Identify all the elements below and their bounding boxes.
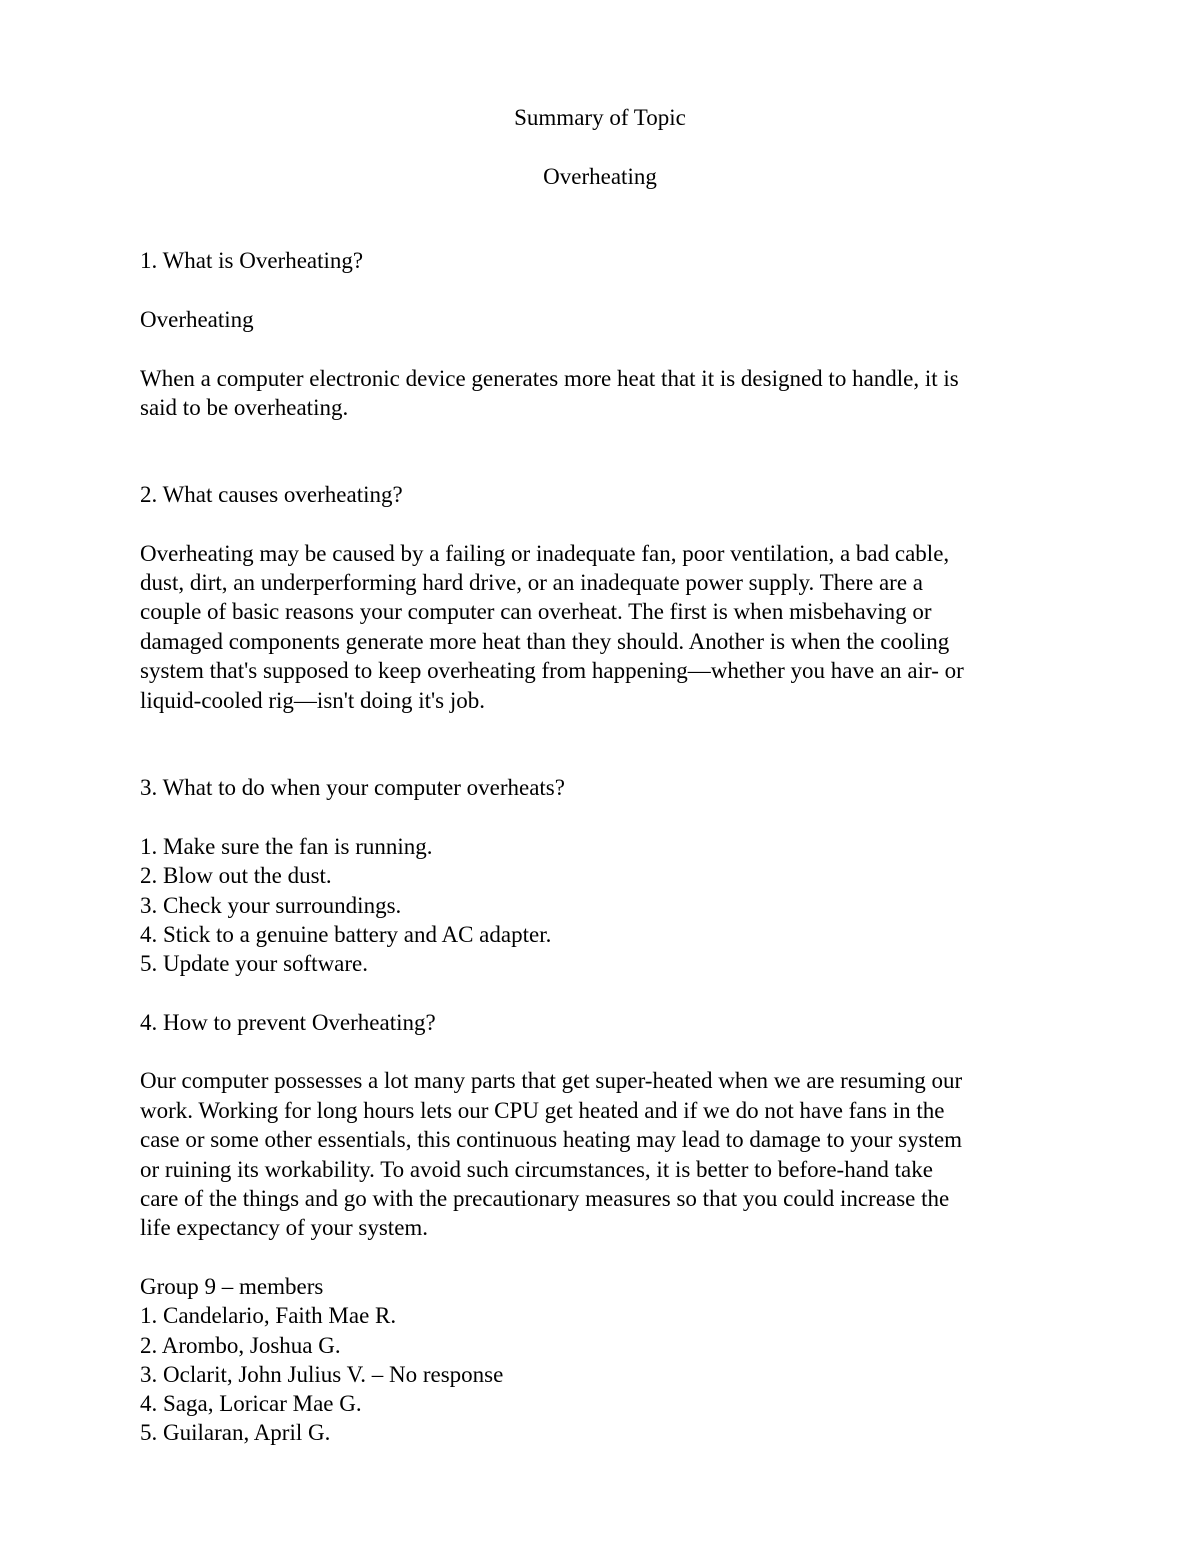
section-4-paragraph-line: or ruining its workability. To avoid such circumstances, it is better to before-hand take: [140, 1157, 933, 1182]
section-1-heading: 1. What is Overheating?: [140, 248, 364, 273]
section-3-list-item: 5. Update your software.: [140, 951, 369, 976]
section-3-list-item: 2. Blow out the dust.: [140, 863, 332, 888]
section-3-list-item: 4. Stick to a genuine battery and AC adapter.: [140, 922, 552, 947]
group-member: 4. Saga, Loricar Mae G.: [140, 1391, 362, 1416]
group-heading: Group 9 – members: [140, 1274, 324, 1299]
section-2-paragraph-line: liquid-cooled rig—isn't doing it's job.: [140, 688, 485, 713]
group-member: 1. Candelario, Faith Mae R.: [140, 1303, 397, 1328]
document-subtitle: Overheating: [543, 164, 657, 189]
document-title: Summary of Topic: [514, 105, 686, 130]
section-4-paragraph-line: Our computer possesses a lot many parts that get super-heated when we are resuming our: [140, 1068, 963, 1093]
section-1-paragraph-line: said to be overheating.: [140, 395, 349, 420]
section-4-paragraph-line: case or some other essentials, this continuous heating may lead to damage to your system: [140, 1127, 963, 1152]
section-2-heading: 2. What causes overheating?: [140, 482, 403, 507]
section-2-paragraph-line: couple of basic reasons your computer can overheat. The first is when misbehaving or: [140, 599, 932, 624]
section-4-paragraph-line: life expectancy of your system.: [140, 1215, 429, 1240]
section-2-paragraph-line: Overheating may be caused by a failing or inadequate fan, poor ventilation, a bad cable,: [140, 541, 950, 566]
section-3-list-item: 1. Make sure the fan is running.: [140, 834, 433, 859]
section-2-paragraph-line: system that's supposed to keep overheating from happening—whether you have an air- or: [140, 658, 964, 683]
section-4-paragraph-line: care of the things and go with the precautionary measures so that you could increase the: [140, 1186, 950, 1211]
section-3-list-item: 3. Check your surroundings.: [140, 893, 402, 918]
section-3-heading: 3. What to do when your computer overheats?: [140, 775, 565, 800]
group-member: 5. Guilaran, April G.: [140, 1420, 331, 1445]
section-1-paragraph-line: When a computer electronic device generates more heat that it is designed to handle, it is: [140, 366, 959, 391]
section-4-paragraph-line: work. Working for long hours lets our CPU get heated and if we do not have fans in the: [140, 1098, 945, 1123]
section-1-term: Overheating: [140, 307, 254, 332]
section-4-heading: 4. How to prevent Overheating?: [140, 1010, 436, 1035]
section-2-paragraph-line: dust, dirt, an underperforming hard drive, or an inadequate power supply. There are a: [140, 570, 923, 595]
section-2-paragraph-line: damaged components generate more heat than they should. Another is when the cooling: [140, 629, 950, 654]
group-member: 3. Oclarit, John Julius V. – No response: [140, 1362, 504, 1387]
group-member: 2. Arombo, Joshua G.: [140, 1333, 341, 1358]
